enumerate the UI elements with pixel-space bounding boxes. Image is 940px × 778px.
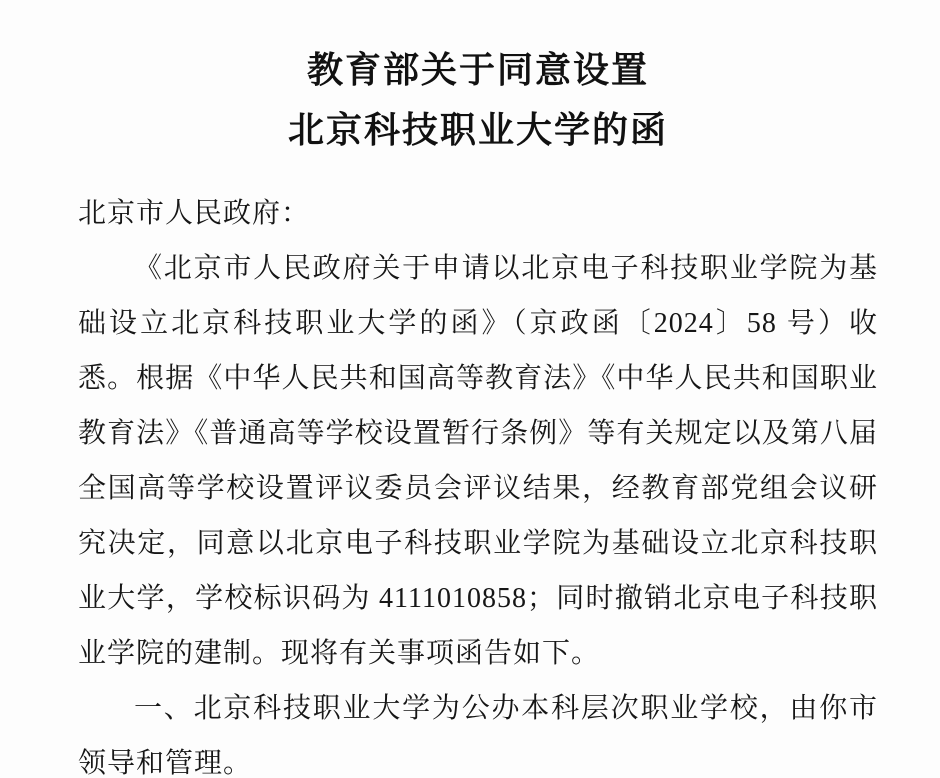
paragraph-item-one: 一、北京科技职业大学为公办本科层次职业学校，由你市领导和管理。 [78, 693, 878, 778]
salutation: 北京市人民政府： [78, 198, 311, 229]
document-title-line-1: 教育部关于同意设置 [306, 50, 649, 90]
document-title-line-2: 北京科技职业大学的函 [287, 110, 668, 150]
document-title [78, 40, 878, 160]
paragraph-main: 《北京市人民政府关于申请以北京电子科技职业学院为基础设立北京科技职业大学的函》（京政函〔2024〕58 号）收悉。根据《中华人民共和国高等教育法》《中华人民共和国职业教育法》《普通高等学校设置暂行条例》等有关规定以及第八届全国高等学校设置评议委员会评议结果，经教育部党组会议研究决定，同意以北京电子科技职业学院为基础设立北京科技职业大学，学校标识码为 4111010858；同时撤销北京电子科技职业学院的建制。现将有关事项函告如下。 [78, 253, 878, 669]
document-body [78, 186, 878, 778]
